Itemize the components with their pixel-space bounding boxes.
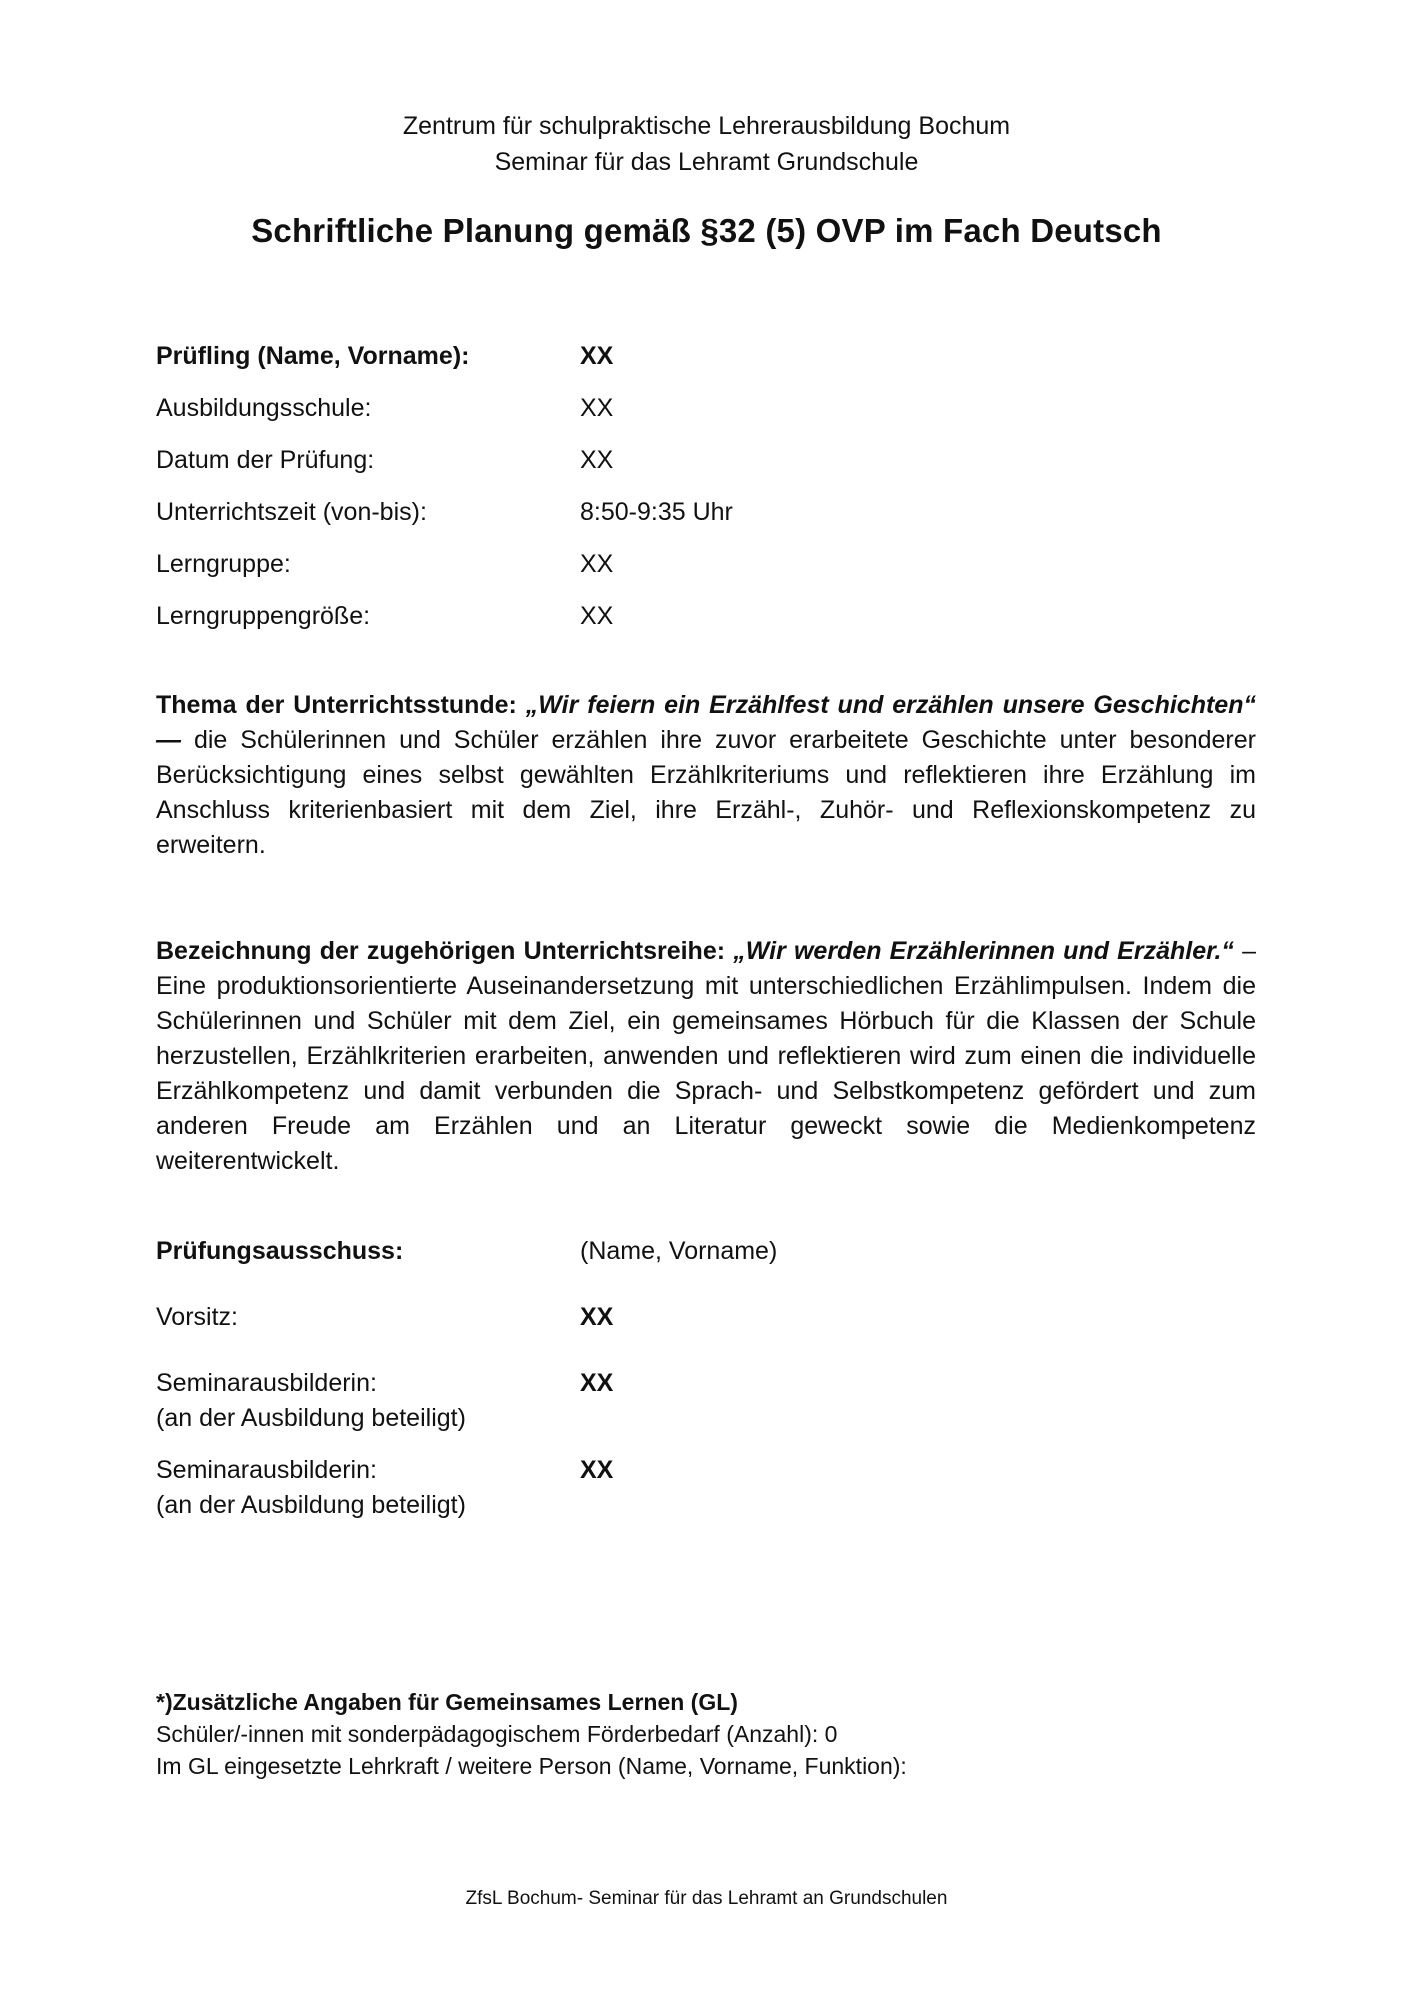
info-row-school	[156, 382, 1256, 434]
exam-committee	[156, 1234, 1256, 1523]
unit-series-paragraph	[156, 934, 1256, 1179]
info-row-candidate	[156, 330, 1256, 382]
info-row-group	[156, 538, 1256, 590]
info-label: Lerngruppengröße:	[156, 601, 371, 630]
exam-info-table	[156, 330, 1256, 642]
chair-value: XX	[580, 1303, 614, 1331]
trainer2-label: Seminarausbilderin:	[156, 1456, 377, 1484]
info-value: XX	[580, 601, 614, 630]
info-label: Prüfling (Name, Vorname):	[156, 341, 470, 370]
unit-series-label: Bezeichnung der zugehörigen Unterrichtsreihe:	[156, 937, 726, 965]
gl-info-section	[156, 1686, 1256, 1782]
info-row-date	[156, 434, 1256, 486]
committee-trainer1-row	[156, 1366, 1256, 1436]
info-label: Datum der Prüfung:	[156, 445, 375, 474]
trainer1-label-block	[156, 1366, 580, 1436]
lesson-topic-text: die Schülerinnen und Schüler erzählen ihre zuvor erarbeitete Geschichte unter besonderer Berücksichtigung eines selbst gewählten Erzählkriteriums und reflektieren ihre Erzählung im Anschluss kriterienbasiert mit dem Ziel, ihre Erzähl-, Zuhör- und Reflexionskompetenz zu erweitern.	[156, 726, 1256, 859]
unit-series-text: Eine produktionsorientierte Auseinandersetzung mit unterschiedlichen Erzählimpulsen. Indem die Schülerinnen und Schüler mit dem Ziel, ein gemeinsames Hörbuch für die Klassen der Schule herzustellen, Erzählkriterien erarbeiten, anwenden und reflektieren wird zum einen die individuelle Erzählkompetenz und damit verbunden die Sprach- und Selbstkompetenz gefördert und zum anderen Freude am Erzählen und an Literatur geweckt sowie die Medienkompetenz weiterentwickelt.	[156, 972, 1256, 1175]
trainer2-note: (an der Ausbildung beteiligt)	[156, 1491, 466, 1519]
info-value: XX	[580, 341, 614, 370]
unit-series-quote: „Wir werden Erzählerinnen und Erzähler.“	[733, 937, 1234, 965]
info-value: XX	[580, 549, 614, 578]
trainer1-note: (an der Ausbildung beteiligt)	[156, 1404, 466, 1432]
gl-heading: *)Zusätzliche Angaben für Gemeinsames Lernen (GL)	[156, 1689, 738, 1715]
info-value: XX	[580, 393, 614, 422]
info-row-time	[156, 486, 1256, 538]
trainer1-label: Seminarausbilderin:	[156, 1369, 377, 1397]
trainer2-value: XX	[580, 1456, 614, 1484]
gl-line-staff: Im GL eingesetzte Lehrkraft / weitere Person (Name, Vorname, Funktion):	[156, 1753, 907, 1779]
committee-chair-row	[156, 1300, 1256, 1335]
info-value: 8:50-9:35 Uhr	[580, 497, 733, 526]
committee-trainer2-row	[156, 1453, 1256, 1523]
page-footer: ZfsL Bochum- Seminar für das Lehramt an Grundschulen	[465, 1888, 948, 1909]
lesson-topic-label: Thema der Unterrichtsstunde:	[156, 691, 517, 719]
info-label: Lerngruppe:	[156, 549, 291, 578]
info-label: Unterrichtszeit (von-bis):	[156, 497, 427, 526]
info-row-group-size	[156, 590, 1256, 642]
seminar-name: Seminar für das Lehramt Grundschule	[494, 148, 919, 176]
committee-value: (Name, Vorname)	[580, 1237, 778, 1265]
institution-header	[0, 108, 1413, 180]
document-title: Schriftliche Planung gemäß §32 (5) OVP im Fach Deutsch	[251, 212, 1162, 249]
committee-label: Prüfungsausschuss:	[156, 1237, 404, 1265]
gl-line-special-needs: Schüler/-innen mit sonderpädagogischem Förderbedarf (Anzahl): 0	[156, 1721, 838, 1747]
institution-name: Zentrum für schulpraktische Lehrerausbildung Bochum	[402, 112, 1011, 140]
trainer1-value: XX	[580, 1369, 614, 1397]
trainer2-label-block	[156, 1453, 580, 1523]
info-value: XX	[580, 445, 614, 474]
committee-header-row	[156, 1234, 1256, 1269]
lesson-topic-paragraph	[156, 688, 1256, 863]
lesson-topic-quote: „Wir feiern ein Erzählfest und erzählen unsere Geschichten“ —	[156, 691, 1256, 754]
unit-series-dash: –	[1242, 937, 1256, 965]
info-label: Ausbildungsschule:	[156, 393, 372, 422]
chair-label: Vorsitz:	[156, 1303, 238, 1331]
